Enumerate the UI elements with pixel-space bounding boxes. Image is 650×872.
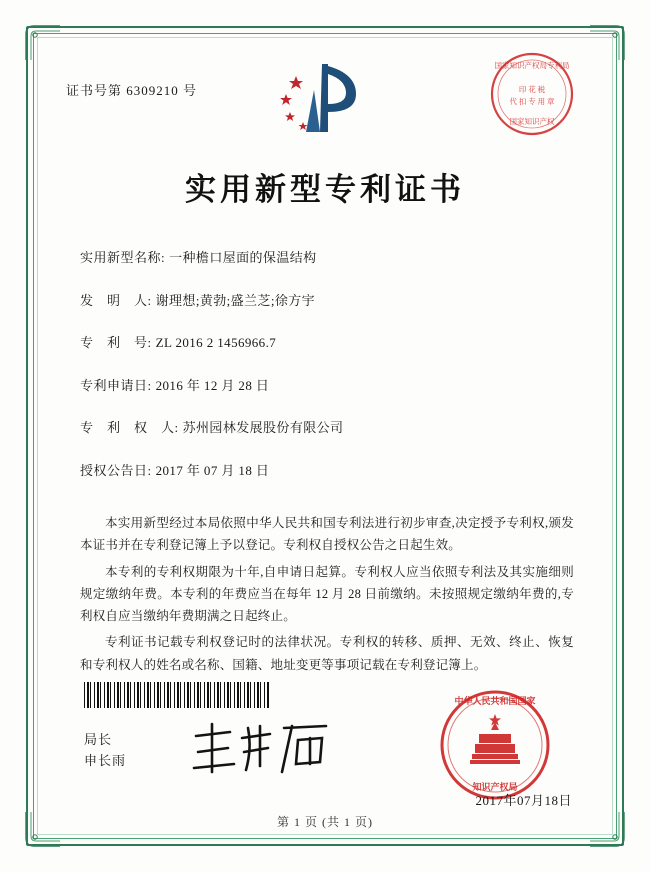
tax-stamp-seal-icon (486, 48, 578, 140)
body-paragraph: 本实用新型经过本局依照中华人民共和国专利法进行初步审查,决定授予专利权,颁发本证书并在专利登记簿上予以登记。专利权自授权公告之日起生效。 (80, 516, 574, 553)
handwritten-signature-icon (186, 718, 336, 780)
field-value: ZL 2016 2 1456966.7 (155, 335, 277, 350)
sipo-logo-icon (270, 60, 380, 140)
field-value: 苏州园林发展股份有限公司 (182, 420, 344, 435)
field-row (80, 376, 580, 396)
director-title: 局长 (84, 732, 113, 747)
body-paragraph: 专利证书记载专利权登记时的法律状况。专利权的转移、质押、无效、终止、恢复和专利权人的姓名或名称、国籍、地址变更等事项记载在专利登记簿上。 (80, 635, 574, 672)
page-title: 实用新型专利证书 (185, 172, 465, 207)
field-row (80, 333, 580, 353)
director-name: 申长雨 (84, 753, 127, 769)
field-value: 2017 年 07 月 18 日 (155, 462, 270, 478)
field-label: 专 利 权 人: (80, 420, 179, 435)
national-seal-icon (436, 686, 554, 804)
field-label: 专利申请日: (80, 377, 152, 393)
field-label: 专 利 号: (80, 335, 152, 350)
svg-text:知识产权局: 知识产权局 (472, 782, 518, 792)
svg-text:国家知识产权局专利局: 国家知识产权局专利局 (494, 61, 570, 70)
svg-text:中华人民共和国国家: 中华人民共和国国家 (454, 696, 536, 706)
director-label (84, 729, 126, 772)
body-paragraph: 本专利的专利权期限为十年,自申请日起算。专利权人应当依照专利法及其实施细则规定缴纳年费。本专利的年费应当在每年 12 月 28 日前缴纳。未按照规定缴纳年费的,专利权自应当缴纳年费期满之日起终止。 (80, 564, 574, 623)
svg-text:国家知识产权: 国家知识产权 (509, 117, 555, 126)
field-label: 发 明 人: (80, 292, 152, 308)
field-row (80, 461, 580, 481)
svg-text:印 花 税: 印 花 税 (518, 85, 546, 94)
field-label: 授权公告日: (80, 462, 152, 478)
page-number: 第 1 页 (共 1 页) (277, 815, 373, 829)
field-value: 2016 年 12 月 28 日 (155, 377, 270, 393)
barcode (84, 682, 270, 708)
field-row (80, 418, 580, 438)
certificate-number: 证书号第 6309210 号 (66, 83, 198, 98)
certificate-body-text (80, 512, 574, 680)
svg-text:代 扣 专 用 章: 代 扣 专 用 章 (509, 97, 555, 106)
field-row (80, 291, 580, 311)
certificate-fields (80, 248, 580, 503)
issue-date: 2017年07月18日 (475, 793, 572, 808)
field-label: 实用新型名称: (80, 250, 166, 265)
field-value: 一种檐口屋面的保温结构 (169, 250, 317, 265)
field-value: 谢理想;黄勃;盛兰芝;徐方宇 (155, 292, 316, 308)
field-row (80, 248, 580, 268)
